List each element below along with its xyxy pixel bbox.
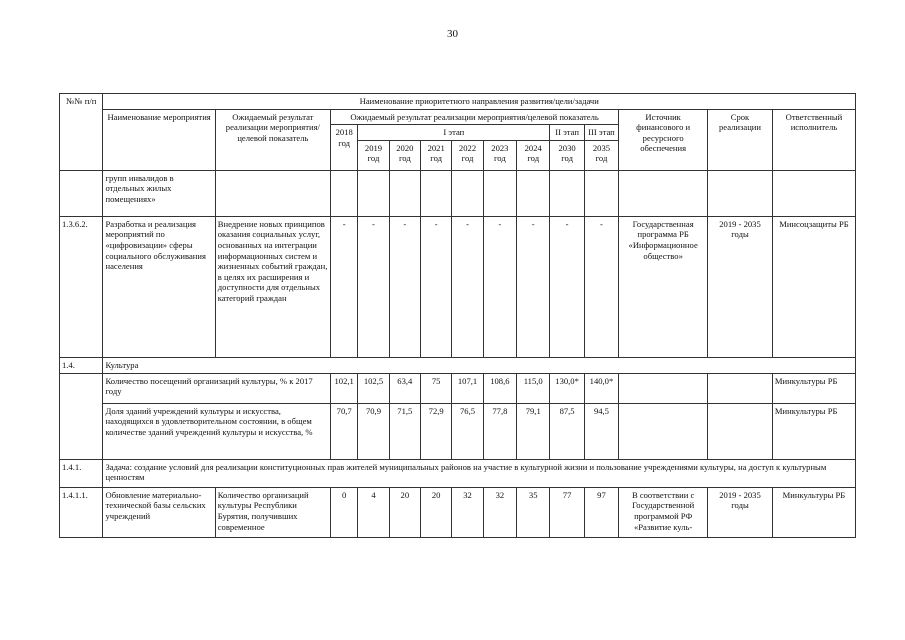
header-stage3: III этап: [584, 125, 618, 141]
cell-value: 115,0: [517, 373, 550, 403]
header-stage1: I этап: [358, 125, 550, 141]
cell-resp: Минкультуры РБ: [772, 487, 855, 537]
table-row-1-4-1-1: [60, 487, 856, 537]
cell-name: Разработка и реализация мероприятий по «цифровизации» сферы социального обслуживания населения: [103, 216, 215, 357]
header-expected: Ожидаемый результат реализации мероприятия/целевой показатель: [331, 109, 619, 125]
header-stage2: II этап: [550, 125, 584, 141]
cell-value: 4: [358, 487, 389, 537]
cell-result: Внедрение новых принципов оказания социальных услуг, основанных на интеграции информационных систем и жизненных событий граждан, в целях их расширения и доступности для отдельных категорий граждан: [215, 216, 330, 357]
cell-num: 1.4.: [60, 357, 103, 373]
cell-value: 94,5: [584, 403, 618, 459]
cell-value: 75: [421, 373, 452, 403]
cell-source: В соответствии с Государственной программой РФ «Развитие куль-: [619, 487, 708, 537]
header-year: 2023 год: [483, 140, 516, 170]
header-year: 2024 год: [517, 140, 550, 170]
table-row-visits: [60, 373, 856, 403]
cell-indicator: Количество посещений организаций культуры, % к 2017 году: [103, 373, 331, 403]
cell-value: 63,4: [389, 373, 420, 403]
table-row-1-4: [60, 357, 856, 373]
cell-value: 102,1: [331, 373, 358, 403]
cell-value: -: [584, 216, 618, 357]
cell-value: -: [358, 216, 389, 357]
header-num: №№ п/п: [60, 94, 103, 171]
cell-value: 130,0*: [550, 373, 584, 403]
cell-value: 32: [452, 487, 483, 537]
header-resp: Ответственный исполнитель: [772, 109, 855, 170]
cell-num: 1.4.1.1.: [60, 487, 103, 537]
header-row-2: [60, 109, 856, 125]
cell-value: 87,5: [550, 403, 584, 459]
cell-indicator: Доля зданий учреждений культуры и искусства, находящихся в удовлетворительном состоянии, в общем количестве зданий учреждений культуры и искусства, %: [103, 403, 331, 459]
cell-resp: Минкультуры РБ: [772, 403, 855, 459]
header-term: Срок реализации: [708, 109, 773, 170]
header-direction: Наименование приоритетного направления развития/цели/задачи: [103, 94, 856, 110]
header-source: Источник финансового и ресурсного обеспечения: [619, 109, 708, 170]
cell-value: -: [550, 216, 584, 357]
cell-value: 76,5: [452, 403, 483, 459]
cell-num: 1.3.6.2.: [60, 216, 103, 357]
cell-section-title: Культура: [103, 357, 856, 373]
cell-value: 70,7: [331, 403, 358, 459]
cell-value: 32: [483, 487, 516, 537]
cell-value: -: [483, 216, 516, 357]
header-year: 2030 год: [550, 140, 584, 170]
cell-value: -: [452, 216, 483, 357]
header-2018: 2018 год: [331, 125, 358, 171]
header-name: Наименование мероприятия: [103, 109, 215, 170]
header-year: 2020 год: [389, 140, 420, 170]
cell-source: Государственная программа РБ «Информационное общество»: [619, 216, 708, 357]
cell-value: 0: [331, 487, 358, 537]
cell-term: 2019 - 2035 годы: [708, 216, 773, 357]
cell-value: 71,5: [389, 403, 420, 459]
cell-name: Обновление материально-технической базы сельских учреждений: [103, 487, 215, 537]
cell-value: 20: [421, 487, 452, 537]
header-year: 2022 год: [452, 140, 483, 170]
cell-value: 35: [517, 487, 550, 537]
cell-value: 102,5: [358, 373, 389, 403]
cell-value: 72,9: [421, 403, 452, 459]
cell-term: 2019 - 2035 годы: [708, 487, 773, 537]
cell-value: 70,9: [358, 403, 389, 459]
cell-value: 107,1: [452, 373, 483, 403]
cell-task-title: Задача: создание условий для реализации конституционных прав жителей муниципальных районов на участие в культурной жизни и пользование учреждениями культуры, на доступ к культурным ценностям: [103, 459, 856, 487]
cell-result: Количество организаций культуры Республики Бурятия, получивших современное: [215, 487, 330, 537]
table-row-continuation: [60, 170, 856, 216]
cell-value: -: [389, 216, 420, 357]
cell-value: 79,1: [517, 403, 550, 459]
cell-value: -: [421, 216, 452, 357]
header-year: 2035 год: [584, 140, 618, 170]
header-result: Ожидаемый результат реализации мероприятия/целевой показатель: [215, 109, 330, 170]
cell-value: 140,0*: [584, 373, 618, 403]
header-row-1: [60, 94, 856, 110]
cell-resp: Минкультуры РБ: [772, 373, 855, 403]
header-year: 2019 год: [358, 140, 389, 170]
table-row-buildings: [60, 403, 856, 459]
cell-value: 108,6: [483, 373, 516, 403]
cell-value: 77: [550, 487, 584, 537]
cell-num: 1.4.1.: [60, 459, 103, 487]
table-row-1-3-6-2: [60, 216, 856, 357]
cell-value: 77,8: [483, 403, 516, 459]
cell-value: -: [517, 216, 550, 357]
page-number: 30: [447, 28, 458, 40]
header-year: 2021 год: [421, 140, 452, 170]
cell-name: групп инвалидов в отдельных жилых помещениях»: [103, 170, 215, 216]
cell-value: -: [331, 216, 358, 357]
table-row-1-4-1: [60, 459, 856, 487]
program-table: [59, 93, 856, 538]
cell-resp: Минсоцзащиты РБ: [772, 216, 855, 357]
cell-value: 97: [584, 487, 618, 537]
cell-value: 20: [389, 487, 420, 537]
